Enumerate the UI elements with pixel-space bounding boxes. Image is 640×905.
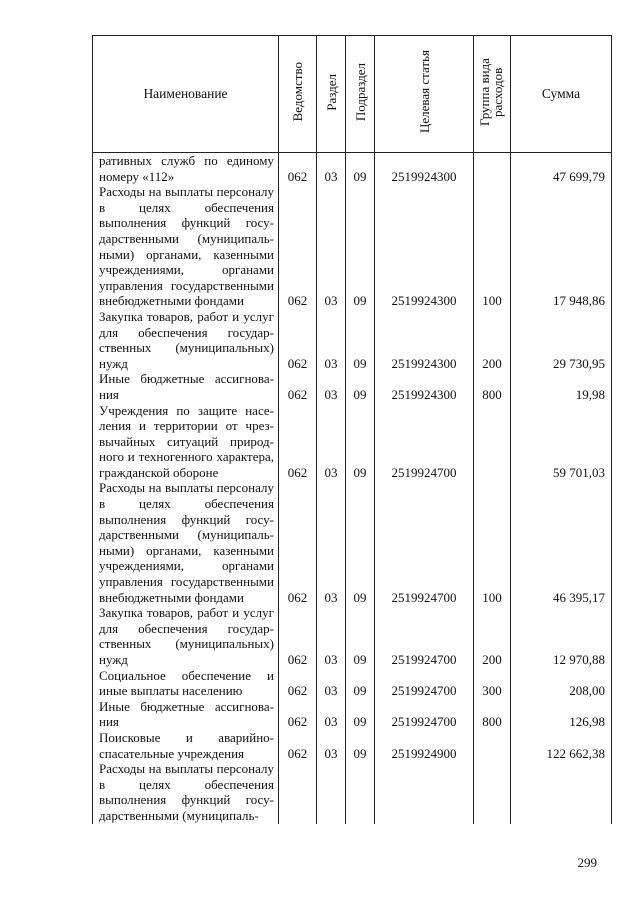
row-name: Учреждения по защите населения и территории от чрезвычайных ситуаций природного и техногенного характера, гражданской обороне <box>93 403 279 481</box>
table-row <box>93 153 612 185</box>
row-vedomstvo: 062 <box>279 184 317 309</box>
row-podrazdel: 09 <box>346 480 375 605</box>
row-razdel: 03 <box>317 699 346 730</box>
header-vedomstvo: Ведомство <box>279 36 317 153</box>
row-razdel: 03 <box>317 403 346 481</box>
row-name: Закупка товаров, работ и услуг для обеспечения государственных (муниципальных) нужд <box>93 605 279 667</box>
row-summa: 12 970,88 <box>511 605 612 667</box>
row-gruppa <box>474 730 511 761</box>
row-celevaya-statya: 2519924700 <box>375 605 474 667</box>
row-vedomstvo: 062 <box>279 480 317 605</box>
table-row <box>93 371 612 402</box>
row-podrazdel: 09 <box>346 668 375 699</box>
row-celevaya-statya <box>375 761 474 823</box>
row-razdel: 03 <box>317 480 346 605</box>
row-podrazdel <box>346 761 375 823</box>
row-celevaya-statya: 2519924300 <box>375 153 474 185</box>
row-podrazdel: 09 <box>346 371 375 402</box>
row-podrazdel: 09 <box>346 184 375 309</box>
row-gruppa <box>474 761 511 823</box>
row-podrazdel: 09 <box>346 605 375 667</box>
row-name: Иные бюджетные ассигнования <box>93 371 279 402</box>
row-gruppa <box>474 153 511 185</box>
header-razdel: Раздел <box>317 36 346 153</box>
table-row <box>93 184 612 309</box>
row-name: Закупка товаров, работ и услуг для обеспечения государственных (муниципальных) нужд <box>93 309 279 371</box>
row-summa: 46 395,17 <box>511 480 612 605</box>
row-razdel: 03 <box>317 184 346 309</box>
row-name: Расходы на выплаты персоналу в целях обеспечения выполнения функций государственными (муниципальными) органами, казенными учреждениями, органами управления государственными внебюджетными фондами <box>93 480 279 605</box>
table-row <box>93 668 612 699</box>
row-gruppa: 100 <box>474 184 511 309</box>
row-vedomstvo: 062 <box>279 371 317 402</box>
header-podrazdel: Подраздел <box>346 36 375 153</box>
row-razdel: 03 <box>317 309 346 371</box>
row-vedomstvo: 062 <box>279 730 317 761</box>
row-celevaya-statya: 2519924700 <box>375 403 474 481</box>
row-summa: 17 948,86 <box>511 184 612 309</box>
row-vedomstvo: 062 <box>279 699 317 730</box>
row-celevaya-statya: 2519924900 <box>375 730 474 761</box>
row-name: Расходы на выплаты персоналу в целях обеспечения выполнения функций государственными (муниципальными) органами, казенными учреждениями, органами управления государственными внебюджетными фондами <box>93 184 279 309</box>
row-vedomstvo <box>279 761 317 823</box>
row-summa: 29 730,95 <box>511 309 612 371</box>
row-podrazdel: 09 <box>346 403 375 481</box>
table-row <box>93 309 612 371</box>
row-gruppa <box>474 403 511 481</box>
table-row <box>93 403 612 481</box>
row-celevaya-statya: 2519924700 <box>375 480 474 605</box>
budget-table <box>92 35 612 824</box>
table-row <box>93 730 612 761</box>
header-name: Наименование <box>93 36 279 153</box>
table-row <box>93 699 612 730</box>
row-razdel: 03 <box>317 668 346 699</box>
row-podrazdel: 09 <box>346 730 375 761</box>
row-gruppa: 200 <box>474 309 511 371</box>
row-name: Социальное обеспечение и иные выплаты населению <box>93 668 279 699</box>
row-celevaya-statya: 2519924300 <box>375 371 474 402</box>
row-celevaya-statya: 2519924300 <box>375 309 474 371</box>
row-vedomstvo: 062 <box>279 605 317 667</box>
header-summa: Сумма <box>511 36 612 153</box>
table-header <box>93 36 612 153</box>
row-vedomstvo: 062 <box>279 153 317 185</box>
row-gruppa: 300 <box>474 668 511 699</box>
row-vedomstvo: 062 <box>279 668 317 699</box>
row-summa: 126,98 <box>511 699 612 730</box>
row-gruppa: 800 <box>474 371 511 402</box>
table-row <box>93 761 612 823</box>
row-razdel: 03 <box>317 371 346 402</box>
row-podrazdel: 09 <box>346 309 375 371</box>
header-gruppa-vida-rashodov: Группа вида расходов <box>474 36 511 153</box>
row-gruppa: 200 <box>474 605 511 667</box>
row-name: Расходы на выплаты персоналу в целях обеспечения выполнения функций государственными (муниципаль- <box>93 761 279 823</box>
row-summa <box>511 761 612 823</box>
row-gruppa: 100 <box>474 480 511 605</box>
table-body <box>93 153 612 824</box>
header-celevaya-statya: Целевая статья <box>375 36 474 153</box>
table-row <box>93 480 612 605</box>
row-vedomstvo: 062 <box>279 309 317 371</box>
row-name: Иные бюджетные ассигнования <box>93 699 279 730</box>
row-vedomstvo: 062 <box>279 403 317 481</box>
row-celevaya-statya: 2519924700 <box>375 699 474 730</box>
row-summa: 122 662,38 <box>511 730 612 761</box>
row-summa: 47 699,79 <box>511 153 612 185</box>
row-razdel: 03 <box>317 730 346 761</box>
row-gruppa: 800 <box>474 699 511 730</box>
row-summa: 59 701,03 <box>511 403 612 481</box>
table-row <box>93 605 612 667</box>
row-podrazdel: 09 <box>346 153 375 185</box>
row-celevaya-statya: 2519924700 <box>375 668 474 699</box>
row-name: Поисковые и аварийно-спасательные учреждения <box>93 730 279 761</box>
page-number: 299 <box>577 855 597 870</box>
row-razdel: 03 <box>317 605 346 667</box>
row-name: ративных служб по единому номеру «112» <box>93 153 279 185</box>
row-summa: 19,98 <box>511 371 612 402</box>
row-razdel: 03 <box>317 153 346 185</box>
row-celevaya-statya: 2519924300 <box>375 184 474 309</box>
row-podrazdel: 09 <box>346 699 375 730</box>
row-summa: 208,00 <box>511 668 612 699</box>
row-razdel <box>317 761 346 823</box>
